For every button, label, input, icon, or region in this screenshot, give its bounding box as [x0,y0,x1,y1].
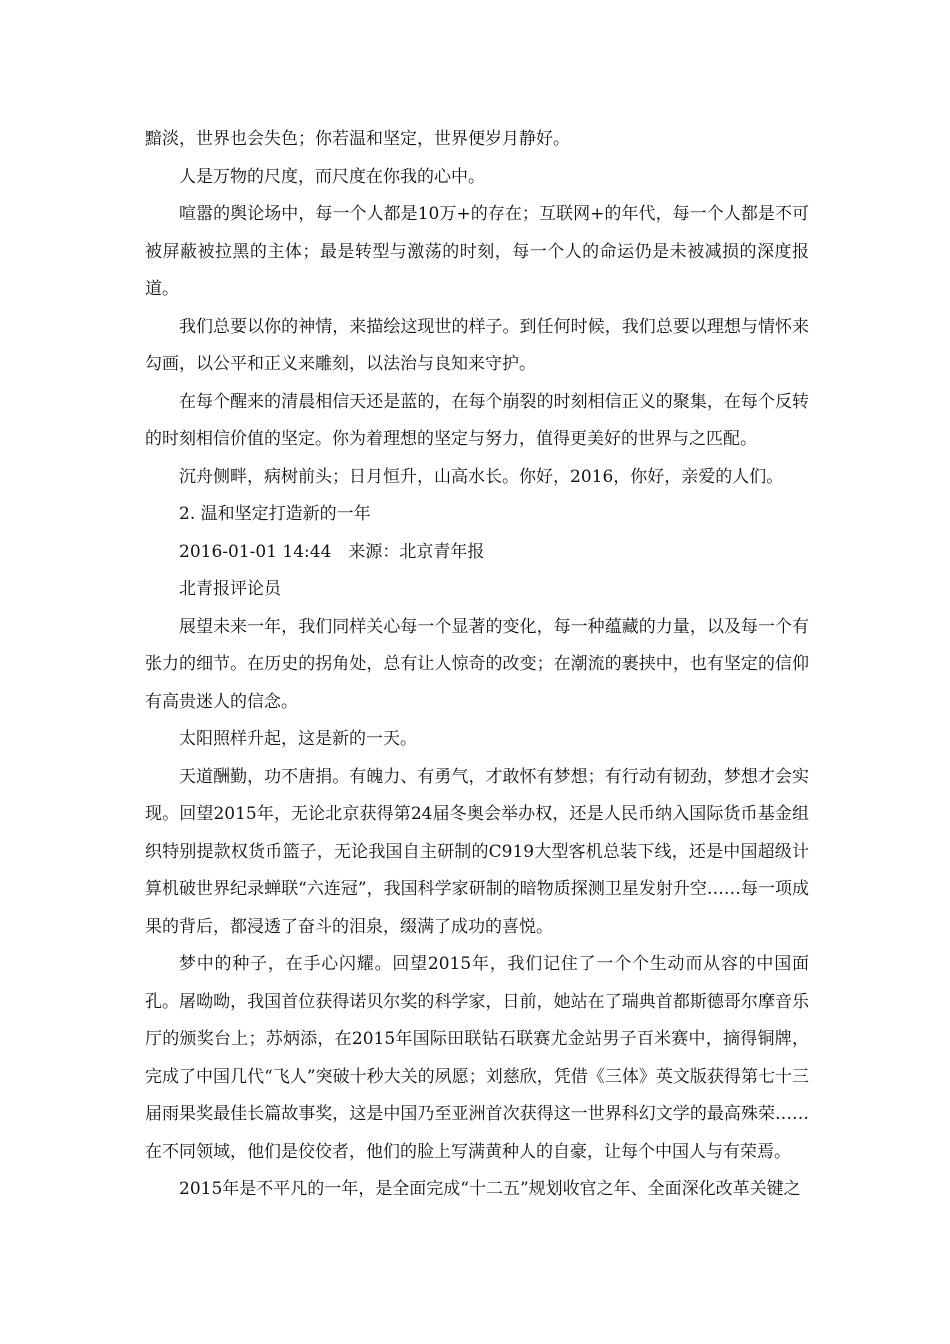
paragraph: 在每个醒来的清晨相信天还是蓝的，在每个崩裂的时刻相信正义的聚集，在每个反转的时刻相信价值的坚定。你为着理想的坚定与努力，值得更美好的世界与之匹配。 [145,391,809,449]
article-byline: 北青报评论员 [179,579,281,599]
document-page [145,121,809,1209]
paragraph: 太阳照样升起，这是新的一天。 [179,729,417,749]
paragraph: 人是万物的尺度，而尺度在你我的心中。 [179,166,485,187]
paragraph: 梦中的种子，在手心闪耀。回望2015年，我们记住了一个个生动而从容的中国面孔。屠呦呦，我国首位获得诺贝尔奖的科学家，日前，她站在了瑞典首都斯德哥尔摩音乐厅的颁奖台上；苏炳添，在2015年国际田联钻石联赛尤金站男子百米赛中，摘得铜牌，完成了中国几代“飞人”突破十秒大关的夙愿；刘慈欣，凭借《三体》英文版获得第七十三届雨果奖最佳长篇故事奖，这是中国乃至亚洲首次获得这一世界科幻文学的最高殊荣……在不同领域，他们是佼佼者，他们的脸上写满黄种人的自豪，让每个中国人与有荣焉。 [145,954,809,1162]
paragraph: 天道酬勤，功不唐捐。有魄力、有勇气，才敢怀有梦想；有行动有韧劲，梦想才会实现。回望2015年，无论北京获得第24届冬奥会举办权，还是人民币纳入国际货币基金组织特别提款权货币篮子，无论我国自主研制的C919大型客机总装下线，还是中国超级计算机破世界纪录蝉联“六连冠”，我国科学家研制的暗物质探测卫星发射升空……每一项成果的背后，都浸透了奋斗的泪泉，缀满了成功的喜悦。 [145,766,809,937]
article-dateline: 2016-01-01 14:44 来源：北京青年报 [179,541,485,562]
paragraph: 喧嚣的舆论场中，每一个人都是10万+的存在；互联网+的年代，每一个人都是不可被屏蔽被拉黑的主体；最是转型与激荡的时刻，每一个人的命运仍是未被减损的深度报道。 [145,204,809,299]
paragraph: 我们总要以你的神情，来描绘这现世的样子。到任何时候，我们总要以理想与情怀来勾画，以公平和正义来雕刻，以法治与良知来守护。 [145,316,809,374]
paragraph-continued: 黯淡，世界也会失色；你若温和坚定，世界便岁月静好。 [145,129,570,149]
paragraph: 展望未来一年，我们同样关心每一个显著的变化，每一种蕴藏的力量，以及每一个有张力的细节。在历史的拐角处，总有让人惊奇的改变；在潮流的裹挟中，也有坚定的信仰有高贵迷人的信念。 [145,616,809,712]
section-heading: 2. 温和坚定打造新的一年 [179,504,371,524]
paragraph: 2015年是不平凡的一年，是全面完成“十二五”规划收官之年、全面深化改革关键之 [179,1179,801,1199]
paragraph: 沉舟侧畔，病树前头；日月恒升，山高水长。你好，2016，你好，亲爱的人们。 [179,466,784,487]
